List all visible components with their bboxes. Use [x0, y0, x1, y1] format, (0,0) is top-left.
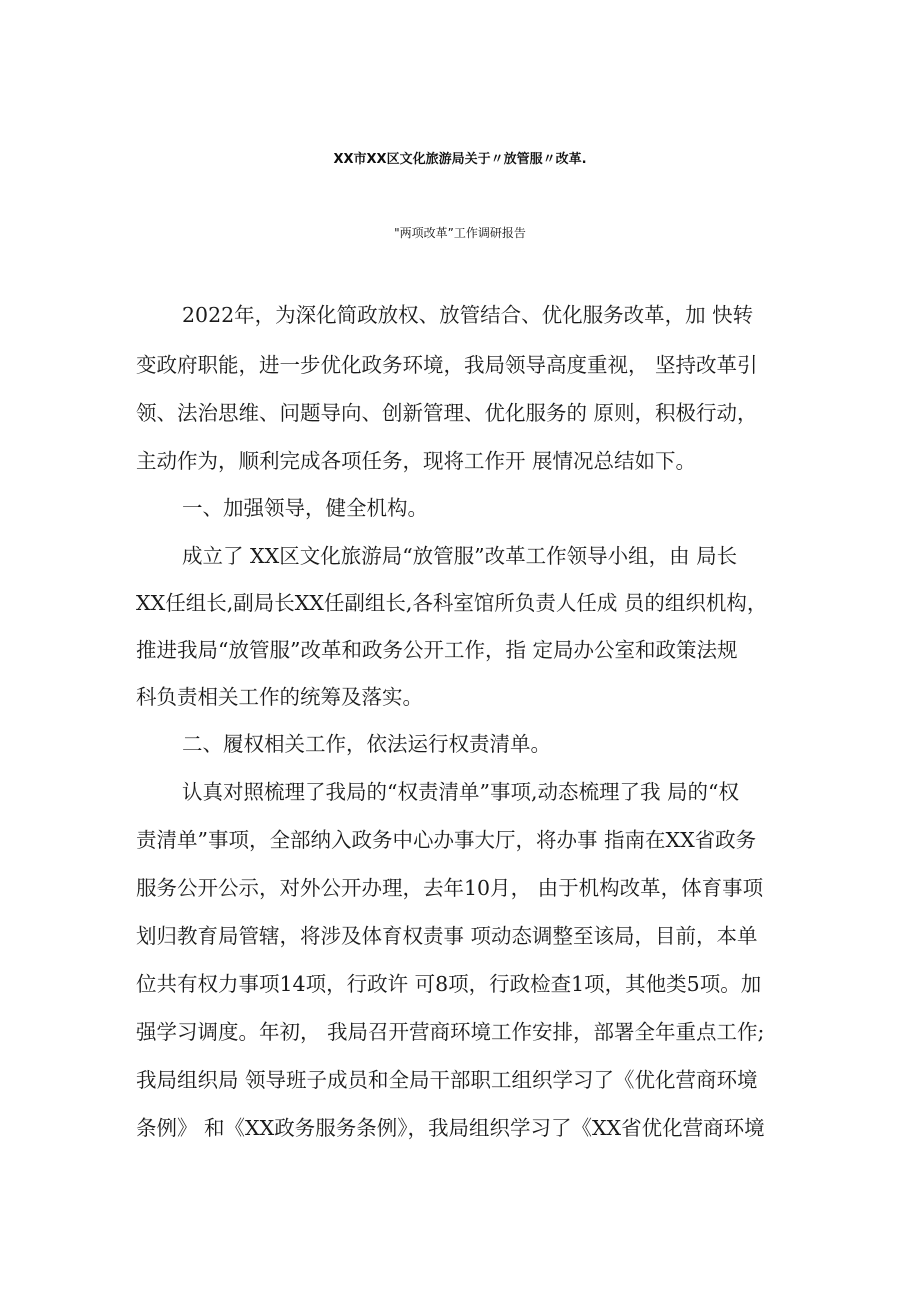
paragraph-2-line-3: 推进我局“放管服”改革和政务公开工作，指 定局办公室和政策法规 [136, 638, 738, 662]
paragraph-3-line-2: 责清单”事项，全部纳入政务中心办事大厅，将办事 指南在XX省政务 [136, 828, 757, 852]
paragraph-3-line-4: 划归教育局管辖，将涉及体育权责事 项动态调整至该局，目前，本单 [136, 924, 758, 948]
document-title-line-2: "两项改革”工作调研报告 [394, 226, 526, 240]
paragraph-1-line-2: 变政府职能，进一步优化政务环境，我局领导高度重视， 坚持改革引 [136, 353, 758, 377]
paragraph-2-line-1: 成立了 XX区文化旅游局“放管服”改革工作领导小组，由 局长 [182, 544, 738, 568]
paragraph-3-line-1: 认真对照梳理了我局的“权责清单”事项,动态梳理了我 局的“权 [182, 780, 739, 804]
document-title-line-1: XX市XX区文化旅游局关于〃放管服〃改革. [333, 152, 587, 167]
paragraph-3-line-5: 位共有权力事项14项，行政许 可8项，行政检查1项，其他类5项。加 [136, 972, 762, 996]
section-heading-1: 一、加强领导，健全机构。 [182, 496, 428, 520]
paragraph-1-line-3: 领、法治思维、问题导向、创新管理、优化服务的 原则，积极行动， [136, 401, 758, 425]
paragraph-2-line-2: XX任组长,副局长XX任副组长,各科室馆所负责人任成 员的组织机构， [136, 591, 768, 615]
paragraph-1-line-4: 主动作为，顺利完成各项任务，现将工作开 展情况总结如下。 [136, 449, 697, 473]
paragraph-3-line-7: 我局组织局 领导班子成员和全局干部职工组织学习了《优化营商环境 [136, 1068, 758, 1092]
paragraph-3-line-8: 条例》 和《XX政务服务条例》，我局组织学习了《XX省优化营商环境 [136, 1116, 765, 1140]
paragraph-3-line-6: 强学习调度。年初， 我局召开营商环境工作安排，部署全年重点工作; [136, 1020, 765, 1044]
paragraph-3-line-3: 服务公开公示，对外公开办理，去年10月， 由于机构改革，体育事项 [136, 876, 764, 900]
section-heading-2: 二、履权相关工作，依法运行权责清单。 [182, 732, 551, 756]
paragraph-1-line-1: 2022年，为深化简政放权、放管结合、优化服务改革，加 快转 [182, 303, 754, 327]
paragraph-2-line-4: 科负责相关工作的统筹及落实。 [136, 685, 423, 709]
